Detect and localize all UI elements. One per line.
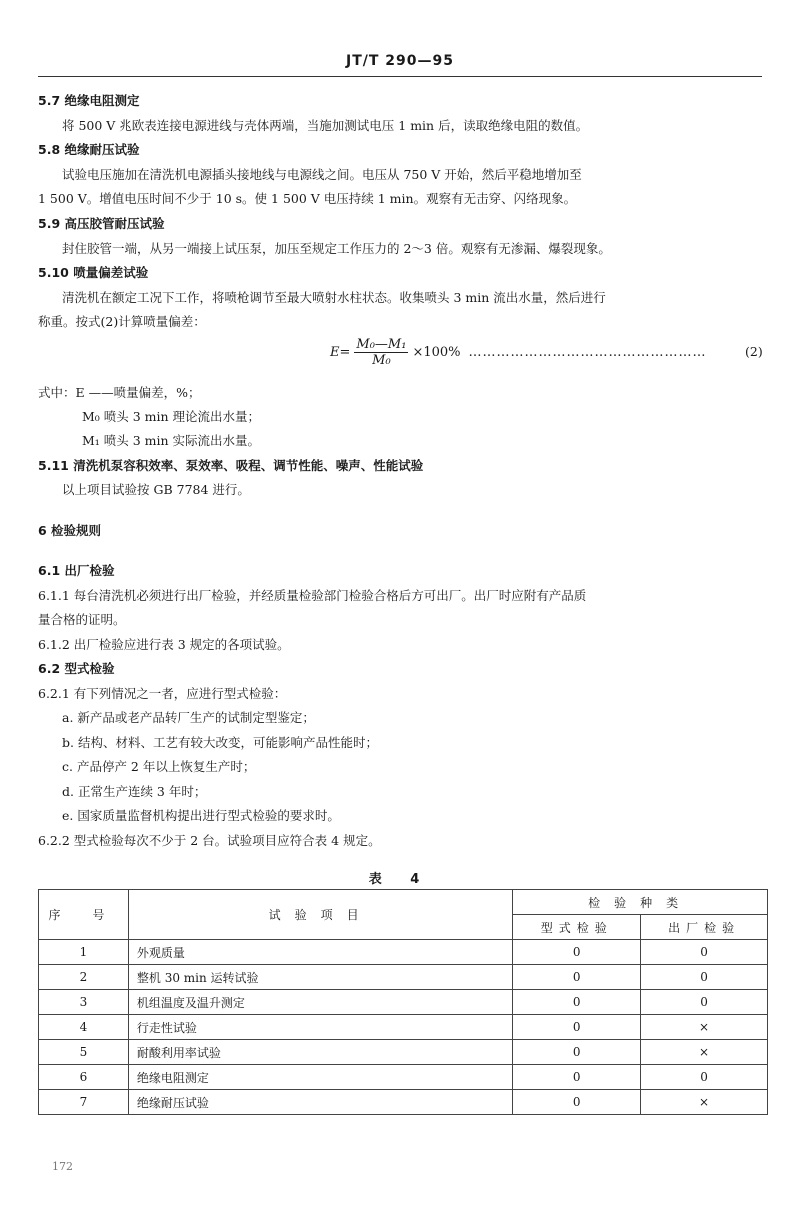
standard-code: JT/T 290—95	[345, 53, 454, 69]
col-header-type-test: 型式检验	[513, 915, 641, 940]
row-factory-test: ×	[641, 1090, 768, 1115]
row-item: 机组温度及温升测定	[128, 990, 512, 1015]
equation-number: (2)	[745, 344, 763, 359]
section-5-10-heading: 5.10 喷量偏差试验	[38, 265, 149, 280]
row-item: 耐酸利用率试验	[128, 1040, 512, 1065]
row-type-test: 0	[513, 990, 641, 1015]
formula-rhs: ×100%	[412, 345, 461, 360]
formula-2	[330, 337, 707, 368]
row-type-test: 0	[513, 1015, 641, 1040]
paragraph-line: 6.2.1 有下列情况之一者，应进行型式检验：	[38, 686, 287, 701]
table-row	[39, 940, 768, 965]
paragraph-line: 清洗机在额定工况下工作，将喷枪调节至最大喷射水柱状态。收集喷头 3 min 流出水量，然后进行	[62, 290, 606, 305]
paragraph-line: 量合格的证明。	[38, 612, 126, 627]
page-number: 172	[52, 1160, 73, 1173]
row-seq: 1	[39, 940, 129, 965]
table-4	[38, 889, 768, 1115]
paragraph-line: 6.2.2 型式检验每次不少于 2 台。试验项目应符合表 4 规定。	[38, 833, 381, 848]
formula-lhs: E=	[330, 345, 351, 360]
list-item: d. 正常生产连续 3 年时；	[62, 784, 207, 799]
row-seq: 3	[39, 990, 129, 1015]
row-item: 行走性试验	[128, 1015, 512, 1040]
row-seq: 5	[39, 1040, 129, 1065]
formula-where-item: M₁ 喷头 3 min 实际流出水量。	[82, 433, 261, 448]
row-factory-test: 0	[641, 940, 768, 965]
paragraph-line: 封住胶管一端，从另一端接上试压泵，加压至规定工作压力的 2～3 倍。观察有无渗漏、爆裂现象。	[62, 241, 611, 256]
formula-fraction	[354, 337, 408, 368]
section-5-8-heading: 5.8 绝缘耐压试验	[38, 142, 140, 157]
row-seq: 4	[39, 1015, 129, 1040]
row-factory-test: 0	[641, 1065, 768, 1090]
table-row	[39, 1015, 768, 1040]
row-seq: 7	[39, 1090, 129, 1115]
formula-denominator: M₀	[372, 353, 391, 368]
row-type-test: 0	[513, 965, 641, 990]
paragraph-line: 1 500 V。增值电压时间不少于 10 s。使 1 500 V 电压持续 1 min。观察有无击穿、闪络现象。	[38, 191, 577, 206]
row-type-test: 0	[513, 940, 641, 965]
paragraph-line: 试验电压施加在清洗机电源插头接地线与电源线之间。电压从 750 V 开始，然后平稳地增加至	[62, 167, 582, 182]
row-item: 外观质量	[128, 940, 512, 965]
col-header-kind: 检验种类	[513, 890, 768, 915]
section-5-9-heading: 5.9 高压胶管耐压试验	[38, 216, 165, 231]
table-row	[39, 990, 768, 1015]
row-type-test: 0	[513, 1040, 641, 1065]
col-header-seq: 序 号	[39, 890, 129, 940]
row-factory-test: ×	[641, 1040, 768, 1065]
formula-numerator: M₀—M₁	[356, 337, 407, 352]
section-5-7-heading: 5.7 绝缘电阻测定	[38, 93, 140, 108]
list-item: b. 结构、材料、工艺有较大改变，可能影响产品性能时；	[62, 735, 378, 750]
page-header	[38, 50, 762, 77]
table-row	[39, 965, 768, 990]
row-item: 整机 30 min 运转试验	[128, 965, 512, 990]
section-6-1-heading: 6.1 出厂检验	[38, 563, 115, 578]
row-item: 绝缘电阻测定	[128, 1065, 512, 1090]
col-header-item: 试验项目	[128, 890, 512, 940]
formula-where: 式中：E ——喷量偏差，%；	[38, 385, 201, 400]
row-type-test: 0	[513, 1065, 641, 1090]
row-seq: 6	[39, 1065, 129, 1090]
table-caption: 表 4	[368, 872, 432, 887]
paragraph-line: 称重。按式(2)计算喷量偏差：	[38, 314, 206, 329]
row-type-test: 0	[513, 1090, 641, 1115]
list-item: c. 产品停产 2 年以上恢复生产时；	[62, 759, 256, 774]
row-factory-test: 0	[641, 990, 768, 1015]
paragraph-line: 6.1.2 出厂检验应进行表 3 规定的各项试验。	[38, 637, 290, 652]
row-seq: 2	[39, 965, 129, 990]
section-6-2-heading: 6.2 型式检验	[38, 661, 115, 676]
paragraph-line: 6.1.1 每台清洗机必须进行出厂检验，并经质量检验部门检验合格后方可出厂。出厂时应附有产品质	[38, 588, 587, 603]
list-item: a. 新产品或老产品转厂生产的试制定型鉴定；	[62, 710, 315, 725]
list-item: e. 国家质量监督机构提出进行型式检验的要求时。	[62, 808, 340, 823]
table-row	[39, 1090, 768, 1115]
formula-leader-dots: ……………………………………………	[468, 345, 707, 360]
row-item: 绝缘耐压试验	[128, 1090, 512, 1115]
section-5-11-heading: 5.11 清洗机泵容积效率、泵效率、吸程、调节性能、噪声、性能试验	[38, 458, 424, 473]
row-factory-test: ×	[641, 1015, 768, 1040]
paragraph-line: 将 500 V 兆欧表连接电源进线与壳体两端，当施加测试电压 1 min 后，读取绝缘电阻的数值。	[62, 118, 589, 133]
section-6-heading: 6 检验规则	[38, 523, 102, 538]
row-factory-test: 0	[641, 965, 768, 990]
table-row	[39, 1040, 768, 1065]
paragraph-line: 以上项目试验按 GB 7784 进行。	[62, 482, 250, 497]
table-row	[39, 1065, 768, 1090]
formula-where-item: M₀ 喷头 3 min 理论流出水量；	[82, 409, 261, 424]
col-header-factory-test: 出厂检验	[641, 915, 768, 940]
